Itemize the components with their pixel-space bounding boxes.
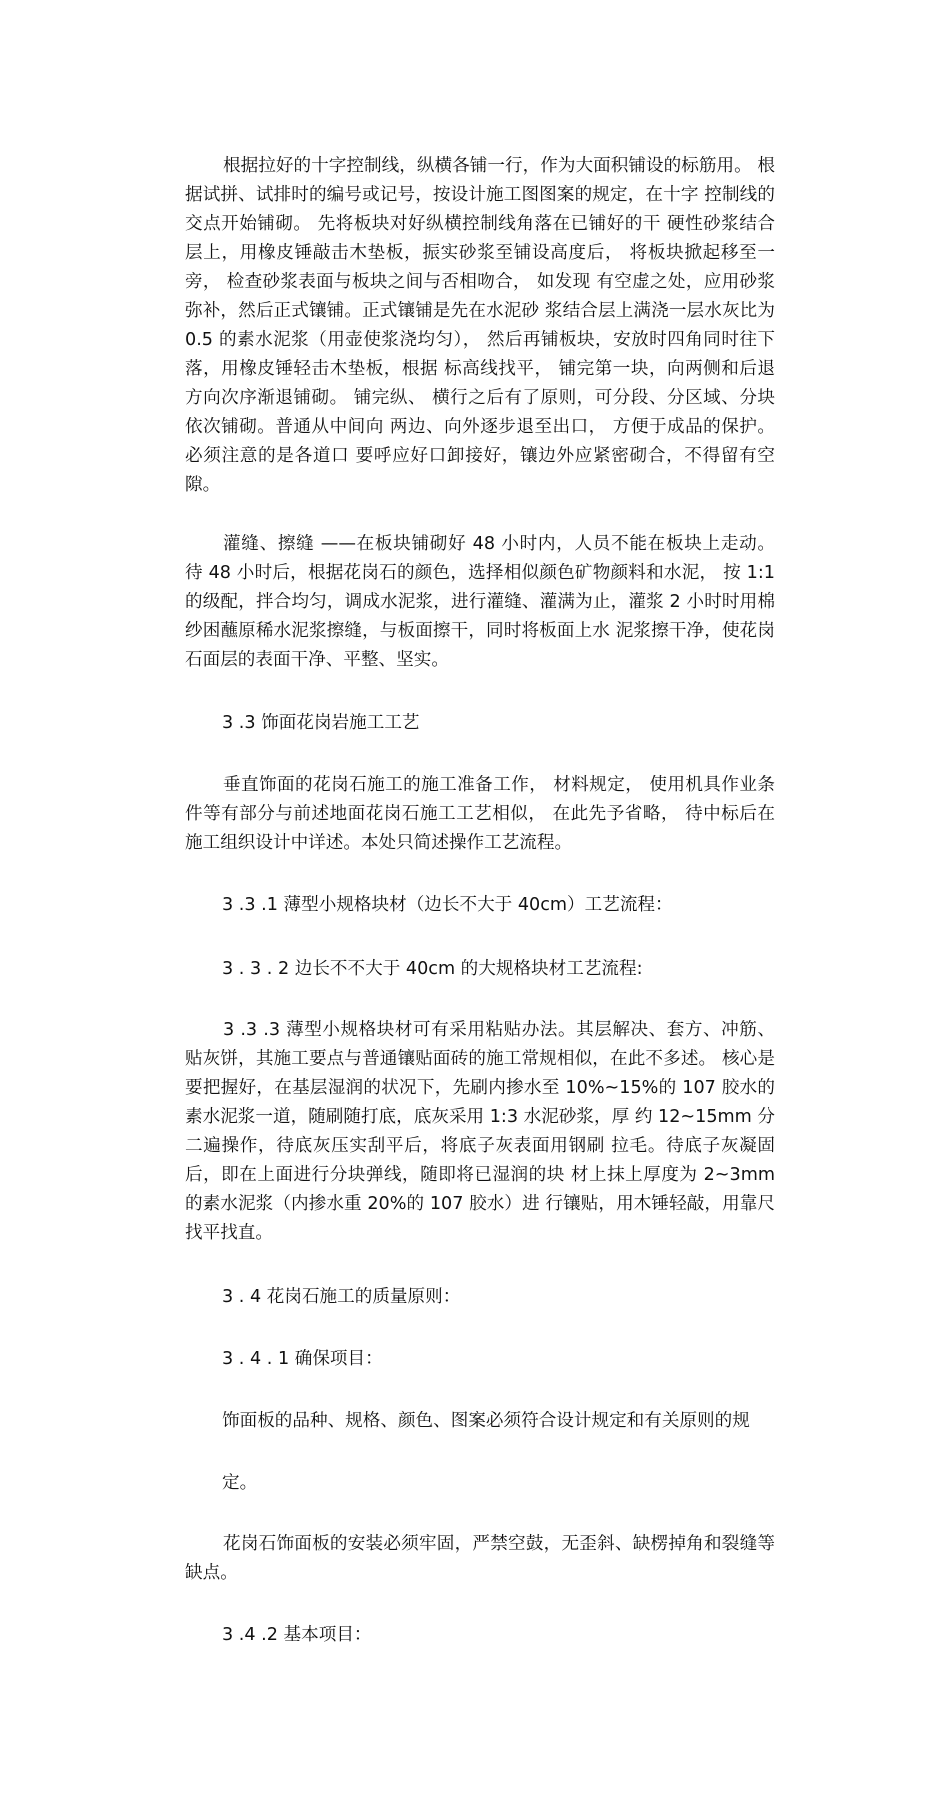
requirement-item-2: 花岗石饰面板的安装必须牢固，严禁空鼓，无歪斜、缺楞掉角和裂缝等缺点。 xyxy=(185,1534,775,1583)
paragraph-grouting: 灌缝、擦缝 ——在板块铺砌好 48 小时内，人员不能在板块上走动。 待 48 小时后，根据花岗石的颜色，选择相似颜色矿物颜料和水泥， 按 1:1 的级配，拌合均匀，调成水泥浆，进行灌缝、灌满为止，灌浆 2 小时时用棉纱困蘸原稀水泥浆擦缝，与板面擦干，同时将板面上水 泥浆擦干净，使花岗石面层的表面干净、平整、坚实。 xyxy=(185,534,775,670)
paragraph-laying: 根据拉好的十字控制线，纵横各铺一行，作为大面积铺设的标筋用。 根据试拼、试排时的编号或记号，按设计施工图图案的规定，在十字 控制线的交点开始铺砌。 先将板块对好纵横控制线角落在已铺好的干 硬性砂浆结合层上，用橡皮锤敲击木垫板，振实砂浆至铺设高度后， 将板块掀起移至一旁， 检查砂浆表面与板块之间与否相吻合， 如发现 有空虚之处，应用砂浆弥补，然后正式镶铺。正式镶铺是先在水泥砂 浆结合层上满浇一层水灰比为 0.5 的素水泥浆（用壶使浆浇均匀）， 然后再铺板块，安放时四角同时往下落，用橡皮锤轻击木垫板，根据 标高线找平， 铺完第一块，向两侧和后退方向次序渐退铺砌。 铺完纵、 横行之后有了原则，可分段、分区域、分块依次铺砌。普通从中间向 两边、向外逐步退至出口， 方便于成品的保护。必须注意的是各道口 要呼应好口卸接好，镶边外应紧密砌合，不得留有空隙。 xyxy=(185,156,775,495)
section-heading-3-3-1: 3 .3 .1 薄型小规格块材（边长不大于 40cm）工艺流程： xyxy=(222,895,673,915)
section-heading-3-4: 3 . 4 花岗石施工的质量原则： xyxy=(222,1287,461,1307)
paragraph-3-3-3: 3 .3 .3 薄型小规格块材可有采用粘贴办法。其层解决、套方、冲筋、 贴灰饼，其施工要点与普通镶贴面砖的施工常规相似，在此不多述。 核心是要把握好，在基层湿润的状况下，先刷内掺水至 10%~15%的 107 胶水的素水泥浆一道，随刷随打底，底灰采用 1:3 水泥砂浆，厚 约 12~15mm 分二遍操作，待底灰压实刮平后，将底子灰表面用钢刷 拉毛。待底子灰凝固后，即在上面进行分块弹线，随即将已湿润的块 材上抹上厚度为 2~3mm 的素水泥浆（内掺水重 20%的 107 胶水）进 行镶贴，用木锤轻敲，用靠尺找平找直。 xyxy=(185,1020,775,1243)
requirement-item-1-line-2: 定。 xyxy=(222,1473,258,1493)
section-heading-3-4-1: 3 . 4 . 1 确保项目： xyxy=(222,1349,383,1369)
paragraph-vertical-facing: 垂直饰面的花岗石施工的施工准备工作， 材料规定， 使用机具作业条 件等有部分与前述地面花岗石施工工艺相似， 在此先予省略， 待中标后在施工组织设计中详述。本处只简述操作工艺流程。 xyxy=(185,775,775,853)
section-heading-3-3-2: 3 . 3 . 2 边长不不大于 40cm 的大规格块材工艺流程: xyxy=(222,959,643,979)
requirement-item-1-line-1: 饰面板的品种、规格、颜色、图案必须符合设计规定和有关原则的规 xyxy=(222,1411,750,1431)
section-heading-3-4-2: 3 .4 .2 基本项目： xyxy=(222,1625,372,1645)
section-heading-3-3: 3 .3 饰面花岗岩施工工艺 xyxy=(222,713,420,733)
